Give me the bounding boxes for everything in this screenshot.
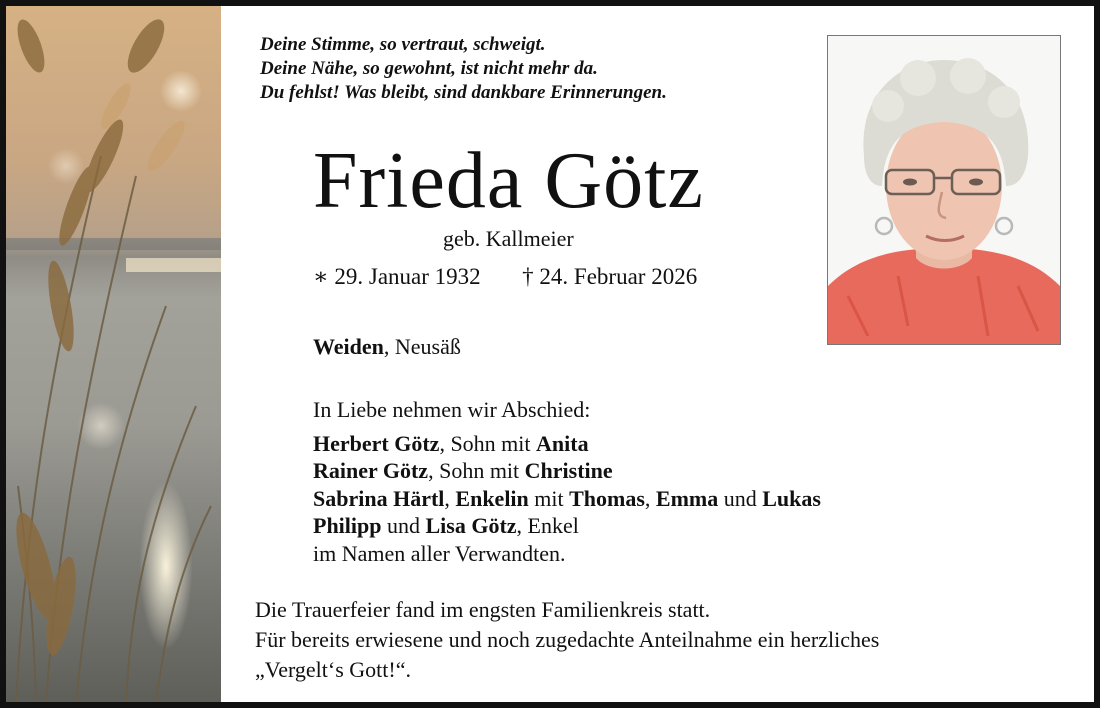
mourner-line [313,512,821,540]
poem-line: Du fehlst! Was bleibt, sind dankbare Erinnerungen. [260,82,667,103]
location-secondary: Neusäß [394,334,461,359]
closing-line: „Vergelt‘s Gott!“. [255,657,411,682]
mourner-relation: , Enkel [516,513,579,538]
location-primary: Weiden [313,334,384,359]
memorial-poem [260,33,667,105]
closing-line: Für bereits erwiesene und noch zugedachte Anteilnahme ein herzliches [255,627,880,652]
farewell-intro: In Liebe nehmen wir Abschied: [313,397,591,422]
mourner-name: Philipp [313,513,382,538]
mourner-line [313,457,821,485]
life-dates [313,264,697,290]
death-cross-icon: † [522,264,534,289]
mourner-relation: , Sohn mit [428,458,525,483]
mourner-name: Enkelin [455,485,529,511]
birth-date: 29. Januar 1932 [334,264,481,289]
mourner-name: Christine [524,458,613,483]
deceased-name: Frieda Götz [313,137,704,225]
residence-location [313,334,461,360]
mourner-name: Sabrina Härtl [313,485,445,511]
mourner-name: Anita [536,430,589,456]
portrait-illustration [828,36,1060,344]
reeds-illustration [6,6,221,702]
location-separator: , [383,334,395,359]
mourner-relation: und [718,485,763,511]
mourner-relation: , [644,485,656,511]
poem-line: Deine Nähe, so gewohnt, ist nicht mehr da. [260,58,598,79]
death-date: 24. Februar 2026 [539,264,698,289]
birth-name: geb. Kallmeier [443,226,574,251]
mourner-name: Emma [655,485,719,511]
closing-line: Die Trauerfeier fand im engsten Familienkreis statt. [255,597,711,622]
mourner-name: Rainer Götz [313,458,429,483]
relatives-line: im Namen aller Verwandten. [313,540,566,566]
reeds-sunset-photo [6,6,221,702]
mourner-line [313,485,821,513]
birth-star-icon: ∗ [313,264,329,289]
portrait-photo [827,35,1061,345]
mourner-name: Thomas [569,485,645,511]
notice-content [221,6,1100,702]
mourner-list [313,430,821,540]
mourner-name: Lisa Götz [425,513,517,538]
mourner-relation: , [444,485,456,511]
mourner-name: Herbert Götz [313,430,440,456]
closing-text [255,595,879,685]
mourner-relation: und [381,513,426,538]
mourner-relation: , Sohn mit [439,430,537,456]
mourner-relation: mit [528,485,570,511]
mourner-line [313,430,821,458]
mourners-block [313,396,821,567]
poem-line: Deine Stimme, so vertraut, schweigt. [260,34,546,55]
mourner-name: Lukas [762,485,821,511]
